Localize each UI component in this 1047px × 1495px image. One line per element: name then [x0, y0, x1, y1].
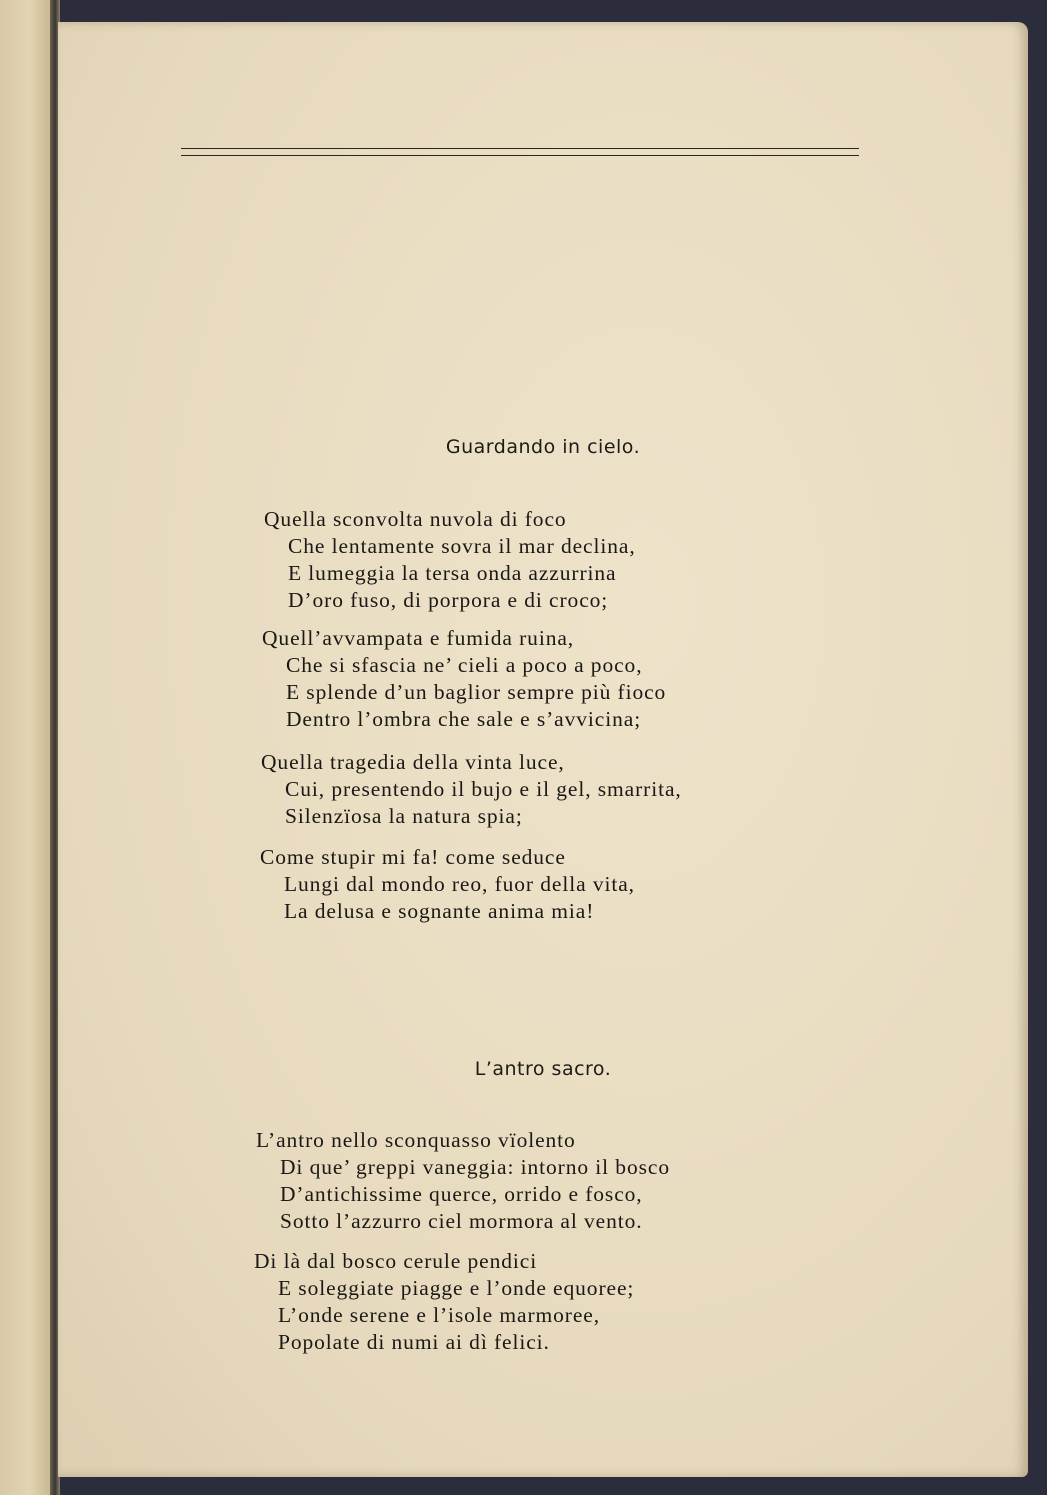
- verse-line: Cui, presentendo il bujo e il gel, smarrita,: [285, 777, 682, 801]
- verse-line: La delusa e sognante anima mia!: [284, 899, 595, 923]
- verse-line: Di que’ greppi vaneggia: intorno il bosco: [280, 1155, 670, 1179]
- verse-line: D’oro fuso, di porpora e di croco;: [288, 588, 609, 612]
- verse-line: Come stupir mi fa! come seduce: [260, 845, 566, 869]
- poem-title: Guardando in cielo.: [445, 436, 641, 458]
- verse-line: Dentro l’ombra che sale e s’avvicina;: [286, 707, 642, 731]
- verse-line: E lumeggia la tersa onda azzurrina: [288, 561, 617, 585]
- verse-line: D’antichissime querce, orrido e fosco,: [280, 1182, 643, 1206]
- poem-title: L’antro sacro.: [474, 1058, 612, 1080]
- header-rule: [181, 155, 859, 156]
- stanza: [261, 749, 682, 830]
- verse-line: Di là dal bosco cerule pendici: [254, 1249, 538, 1273]
- verse-line: L’onde serene e l’isole marmoree,: [278, 1303, 601, 1327]
- verse-line: Popolate di numi ai dì felici.: [278, 1330, 550, 1354]
- verse-line: Quell’avvampata e fumida ruina,: [262, 626, 575, 650]
- stanza: [264, 506, 636, 614]
- verse-line: Che lentamente sovra il mar declina,: [288, 534, 636, 558]
- stanza: [260, 844, 635, 925]
- verse-line: Lungi dal mondo reo, fuor della vita,: [284, 872, 635, 896]
- verse-line: L’antro nello sconquasso vïolento: [256, 1128, 576, 1152]
- stanza: [254, 1248, 634, 1356]
- book-page: [58, 22, 1028, 1477]
- verse-line: E splende d’un baglior sempre più fioco: [286, 680, 667, 704]
- verse-line: Quella tragedia della vinta luce,: [261, 750, 565, 774]
- verse-line: Che si sfascia ne’ cieli a poco a poco,: [286, 653, 643, 677]
- stanza: [262, 625, 666, 733]
- verse-line: Quella sconvolta nuvola di foco: [264, 507, 567, 531]
- left-page-edge: [0, 0, 50, 1495]
- header-rule: [181, 148, 859, 149]
- verse-line: E soleggiate piagge e l’onde equoree;: [278, 1276, 635, 1300]
- stanza: [256, 1127, 670, 1235]
- verse-line: Silenzïosa la natura spia;: [285, 804, 523, 828]
- verse-line: Sotto l’azzurro ciel mormora al vento.: [280, 1209, 643, 1233]
